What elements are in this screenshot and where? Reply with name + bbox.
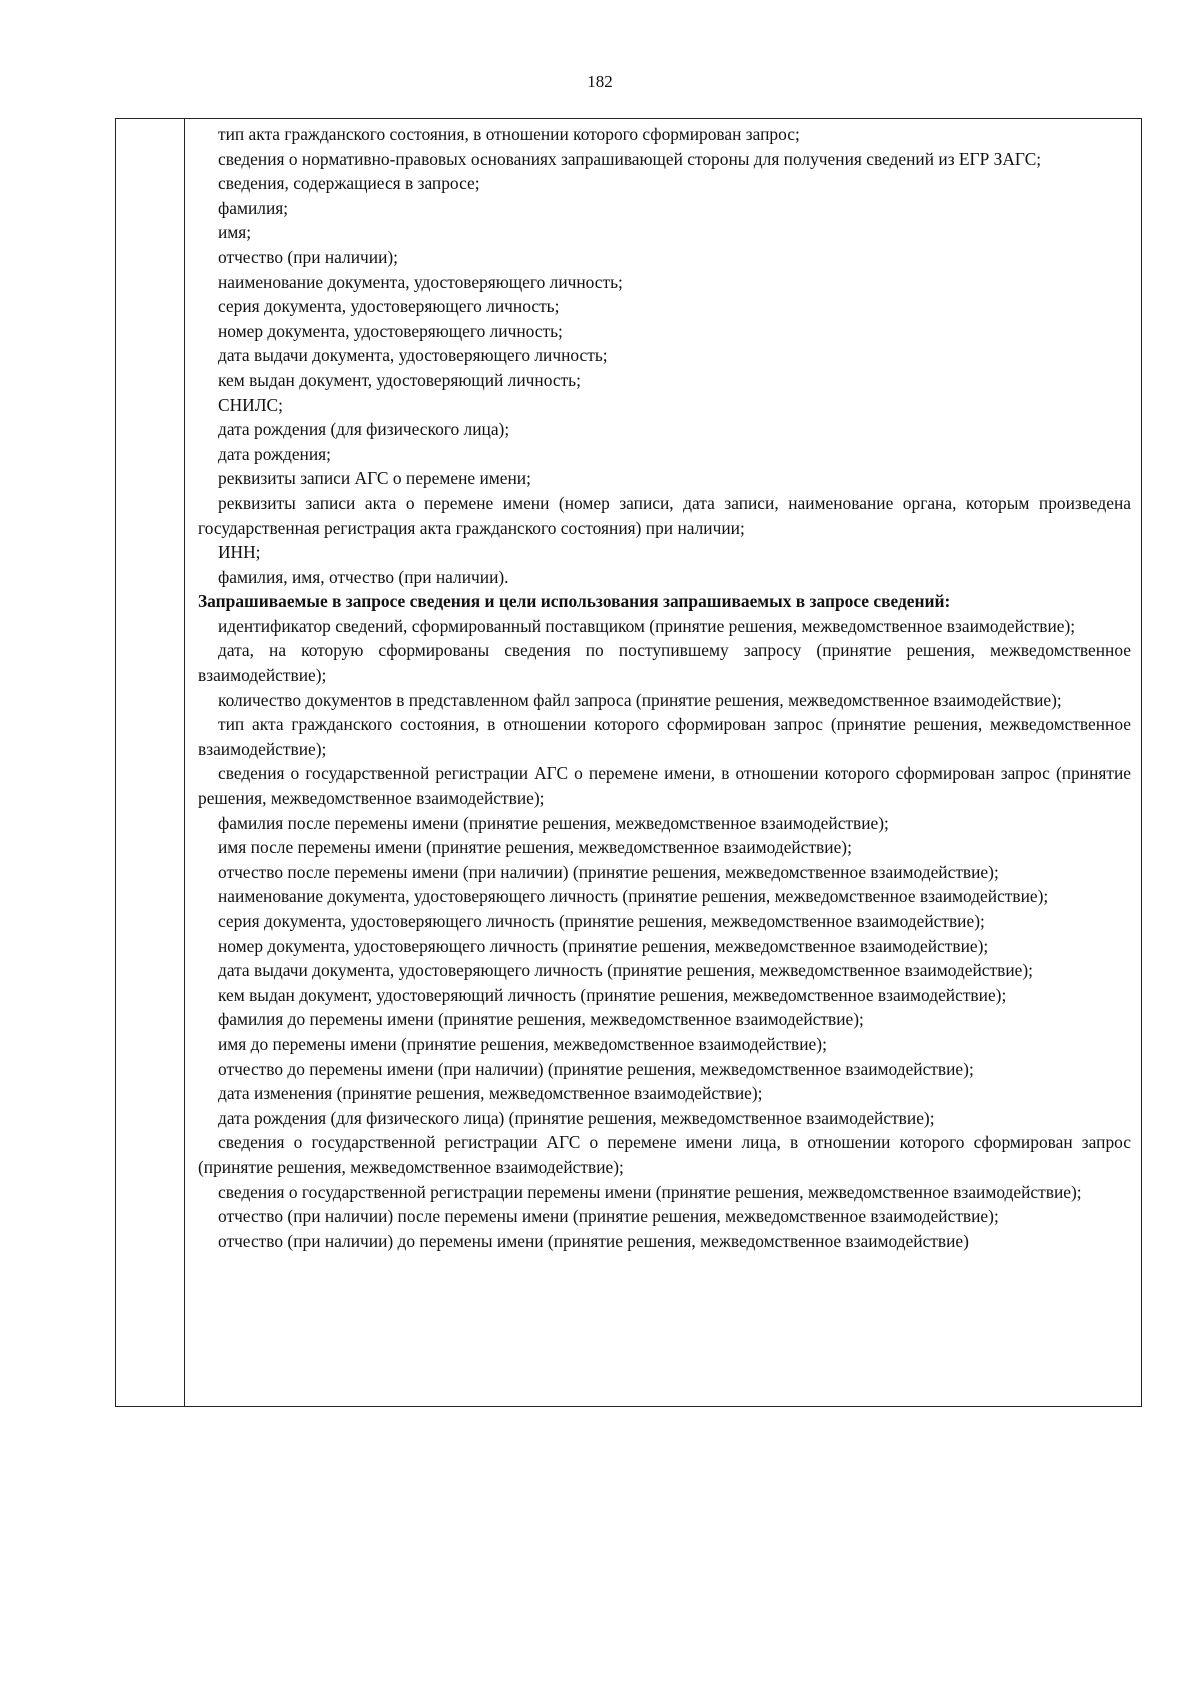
list-item: фамилия до перемены имени (принятие решения, межведомственное взаимодействие); xyxy=(218,1009,864,1030)
list-item: отчество после перемены имени (при наличии) (принятие решения, межведомственное взаимодействие); xyxy=(218,861,999,882)
list-item: дата, на которую сформированы сведения по поступившему запросу (принятие решения, межведомственное взаимодействие); xyxy=(198,640,1131,686)
list-item: тип акта гражданского состояния, в отношении которого сформирован запрос; xyxy=(218,124,800,144)
list-item: реквизиты записи АГС о перемене имени; xyxy=(218,468,531,489)
content-table xyxy=(115,118,1142,1407)
list-item: тип акта гражданского состояния, в отношении которого сформирован запрос (принятие решения, межведомственное взаимодействие); xyxy=(198,714,1131,759)
list-item: дата выдачи документа, удостоверяющего личность (принятие решения, межведомственное взаимодействие); xyxy=(218,960,1033,981)
list-item: дата рождения; xyxy=(218,443,331,464)
page-number: 182 xyxy=(587,72,613,91)
list-item: ИНН; xyxy=(218,542,261,563)
list-item: отчество (при наличии); xyxy=(218,246,399,267)
list-item: идентификатор сведений, сформированный поставщиком (принятие решения, межведомственное взаимодействие); xyxy=(218,615,1076,636)
list-item: фамилия; xyxy=(218,197,289,218)
list-item: имя после перемены имени (принятие решения, межведомственное взаимодействие); xyxy=(218,837,852,858)
list-item: отчество (при наличии) после перемены имени (принятие решения, межведомственное взаимодействие); xyxy=(218,1206,999,1227)
list-item: сведения о государственной регистрации перемены имени (принятие решения, межведомственное взаимодействие); xyxy=(218,1181,1082,1202)
list-item: дата рождения (для физического лица) (принятие решения, межведомственное взаимодействие); xyxy=(218,1107,935,1128)
list-item: отчество до перемены имени (при наличии) (принятие решения, межведомственное взаимодействие); xyxy=(218,1058,974,1079)
list-item: дата выдачи документа, удостоверяющего личность; xyxy=(218,345,608,366)
list-item: серия документа, удостоверяющего личность (принятие решения, межведомственное взаимодействие); xyxy=(218,911,985,931)
column-divider xyxy=(184,119,185,1406)
list-item: отчество (при наличии) до перемены имени (принятие решения, межведомственное взаимодействие) xyxy=(218,1230,969,1251)
list-item: имя; xyxy=(218,222,252,243)
list-item: фамилия после перемены имени (принятие решения, межведомственное взаимодействие); xyxy=(218,812,889,833)
list-item: сведения о нормативно-правовых основаниях запрашивающей стороны для получения сведений из ЕГР ЗАГС; xyxy=(218,148,1042,169)
list-item: фамилия, имя, отчество (при наличии). xyxy=(218,566,509,587)
requested-fields-list xyxy=(198,614,1131,1253)
list-item: серия документа, удостоверяющего личность; xyxy=(218,296,560,317)
list-item: кем выдан документ, удостоверяющий личность (принятие решения, межведомственное взаимодействие); xyxy=(218,984,1007,1005)
section-heading: Запрашиваемые в запросе сведения и цели использования запрашиваемых в запросе сведений: xyxy=(198,591,951,612)
list-item: реквизиты записи акта о перемене имени (номер записи, дата записи, наименование органа, которым произведена государственная регистрация акта гражданского состояния) при наличии; xyxy=(198,492,1131,538)
list-item: дата рождения (для физического лица); xyxy=(218,419,510,440)
request-fields-list xyxy=(198,122,1131,589)
content-cell xyxy=(198,122,1131,1253)
list-item: сведения, содержащиеся в запросе; xyxy=(218,173,480,194)
list-item: кем выдан документ, удостоверяющий личность; xyxy=(218,369,581,390)
list-item: сведения о государственной регистрации АГС о перемене имени, в отношении которого сформирован запрос (принятие решения, межведомственное взаимодействие); xyxy=(198,763,1131,809)
list-item: номер документа, удостоверяющего личность; xyxy=(218,320,563,341)
list-item: наименование документа, удостоверяющего личность; xyxy=(218,271,623,292)
list-item: дата изменения (принятие решения, межведомственное взаимодействие); xyxy=(218,1083,763,1104)
list-item: сведения о государственной регистрации АГС о перемене имени лица, в отношении которого сформирован запрос (принятие решения, межведомственное взаимодействие); xyxy=(198,1132,1131,1177)
list-item: количество документов в представленном файл запроса (принятие решения, межведомственное взаимодействие); xyxy=(218,689,1062,710)
list-item: имя до перемены имени (принятие решения, межведомственное взаимодействие); xyxy=(218,1033,827,1054)
list-item: наименование документа, удостоверяющего личность (принятие решения, межведомственное взаимодействие); xyxy=(218,886,1049,907)
list-item: СНИЛС; xyxy=(218,394,283,415)
list-item: номер документа, удостоверяющего личность (принятие решения, межведомственное взаимодействие); xyxy=(218,935,989,956)
